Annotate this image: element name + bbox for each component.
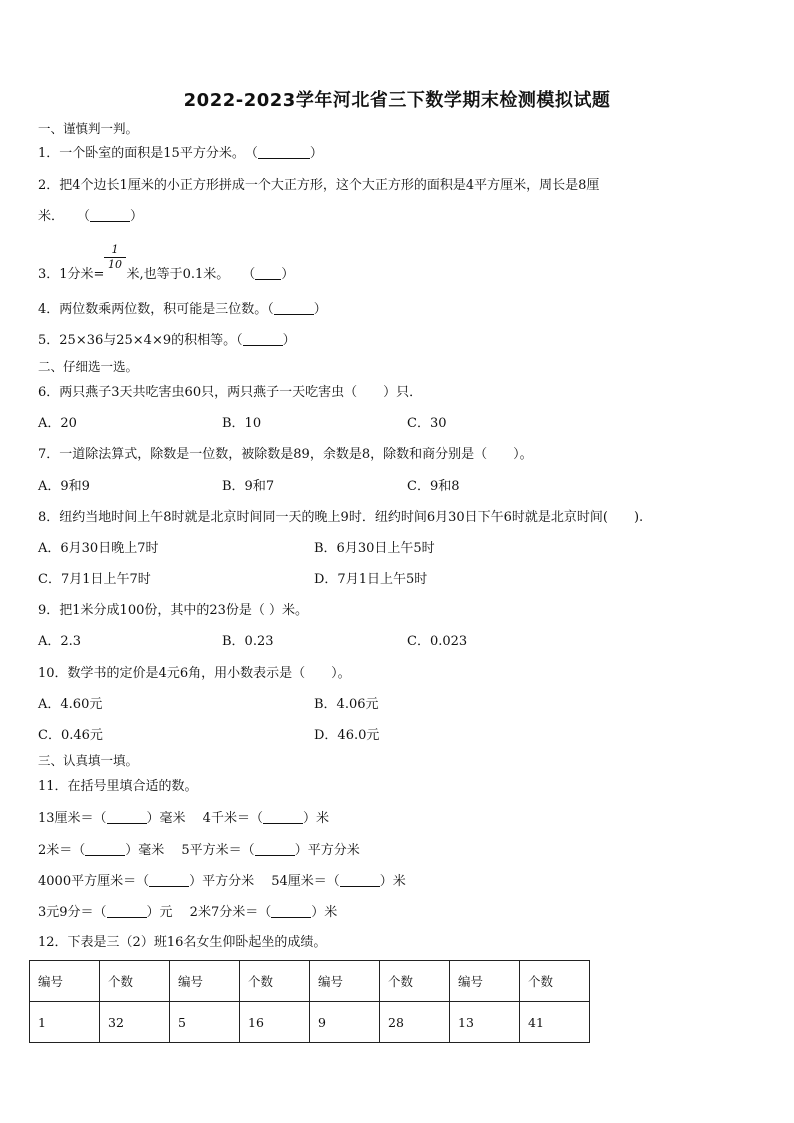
table-cell: 9 (310, 1002, 380, 1043)
section-heading-2: 二、仔细选一选。 (38, 359, 139, 374)
fill-row-1: 13厘米＝（ ）毫米 4千米＝（ ）米 (38, 811, 329, 826)
table-cell: 5 (170, 1002, 240, 1043)
table-header-cell: 个数 (240, 961, 310, 1002)
answer-blank[interactable] (271, 905, 311, 918)
question-3: 3．1分米= 米,也等于0.1米。 （ ） (38, 267, 295, 282)
table-header-cell: 编号 (450, 961, 520, 1002)
option-a[interactable]: A．9和9 (38, 479, 90, 494)
question-8: 8．纽约当地时间上午8时就是北京时间同一天的晚上9时．纽约时间6月30日下午6时就是北京时间( ). (38, 510, 644, 525)
answer-blank[interactable] (107, 905, 147, 918)
table-row (30, 1002, 590, 1043)
answer-blank[interactable] (255, 267, 281, 280)
page-title: 2022-2023学年河北省三下数学期末检测模拟试题 (183, 90, 611, 111)
table-header-cell: 编号 (170, 961, 240, 1002)
question-6: 6．两只燕子3天共吃害虫60只，两只燕子一天吃害虫（ ）只． (38, 385, 423, 400)
option-c[interactable]: C．30 (407, 416, 447, 431)
question-7: 7．一道除法算式，除数是一位数，被除数是89，余数是8，除数和商分别是（ ）。 (38, 447, 533, 462)
table-cell: 13 (450, 1002, 520, 1043)
question-2-line-2: 米． （ ） (38, 209, 144, 224)
option-d[interactable]: D．46.0元 (314, 728, 380, 743)
answer-blank[interactable] (274, 302, 314, 315)
question-9: 9．把1米分成100份，其中的23份是（ ）米。 (38, 603, 309, 618)
table-header-cell: 个数 (380, 961, 450, 1002)
answer-blank[interactable] (90, 209, 130, 222)
table-header-cell: 编号 (30, 961, 100, 1002)
option-b[interactable]: B．9和7 (222, 479, 275, 494)
option-a[interactable]: A．2.3 (38, 634, 82, 649)
table-header-cell: 个数 (520, 961, 590, 1002)
option-c[interactable]: C．0.023 (407, 634, 468, 649)
table-cell: 41 (520, 1002, 590, 1043)
table-cell: 1 (30, 1002, 100, 1043)
option-b[interactable]: B．10 (222, 416, 262, 431)
section-heading-1: 一、谨慎判一判。 (38, 121, 139, 136)
table-header-cell: 编号 (310, 961, 380, 1002)
answer-blank[interactable] (149, 874, 189, 887)
table-cell: 16 (240, 1002, 310, 1043)
question-10: 10．数学书的定价是4元6角，用小数表示是（ ）。 (38, 666, 351, 681)
score-table (29, 960, 590, 1043)
section-heading-3: 三、认真填一填。 (38, 753, 139, 768)
answer-blank[interactable] (258, 146, 310, 159)
answer-blank[interactable] (243, 333, 283, 346)
answer-blank[interactable] (107, 811, 147, 824)
question-1: 1．一个卧室的面积是15平方分米。 （ ） (38, 146, 323, 161)
option-b[interactable]: B．4.06元 (314, 697, 379, 712)
fraction-one-tenth: 1 10 (104, 244, 126, 271)
table-header-cell: 个数 (100, 961, 170, 1002)
option-c[interactable]: C．0.46元 (38, 728, 103, 743)
fill-row-3: 4000平方厘米＝（ ）平方分米 54厘米＝（ ）米 (38, 874, 406, 889)
option-a[interactable]: A．6月30日晚上7时 (38, 541, 159, 556)
table-header-row (30, 961, 590, 1002)
option-d[interactable]: D．7月1日上午5时 (314, 572, 428, 587)
option-a[interactable]: A．4.60元 (38, 697, 103, 712)
option-c[interactable]: C．9和8 (407, 479, 460, 494)
answer-blank[interactable] (255, 843, 295, 856)
question-12: 12．下表是三（2）班16名女生仰卧起坐的成绩。 (38, 935, 327, 950)
answer-blank[interactable] (85, 843, 125, 856)
question-4: 4．两位数乘两位数，积可能是三位数。（ ） (38, 302, 327, 317)
table-cell: 28 (380, 1002, 450, 1043)
option-a[interactable]: A．20 (38, 416, 77, 431)
fill-row-2: 2米＝（ ）毫米 5平方米＝（ ）平方分米 (38, 843, 360, 858)
answer-blank[interactable] (263, 811, 303, 824)
question-5: 5．25×36与25×4×9的积相等。（ ） (38, 333, 296, 348)
answer-blank[interactable] (340, 874, 380, 887)
fill-row-4: 3元9分＝（ ）元 2米7分米＝（ ）米 (38, 905, 338, 920)
question-11: 11．在括号里填合适的数。 (38, 779, 198, 794)
option-c[interactable]: C．7月1日上午7时 (38, 572, 151, 587)
question-2-line-1: 2．把4个边长1厘米的小正方形拼成一个大正方形，这个大正方形的面积是4平方厘米，周长是8厘 (38, 178, 600, 193)
option-b[interactable]: B．6月30日上午5时 (314, 541, 435, 556)
option-b[interactable]: B．0.23 (222, 634, 274, 649)
table-cell: 32 (100, 1002, 170, 1043)
